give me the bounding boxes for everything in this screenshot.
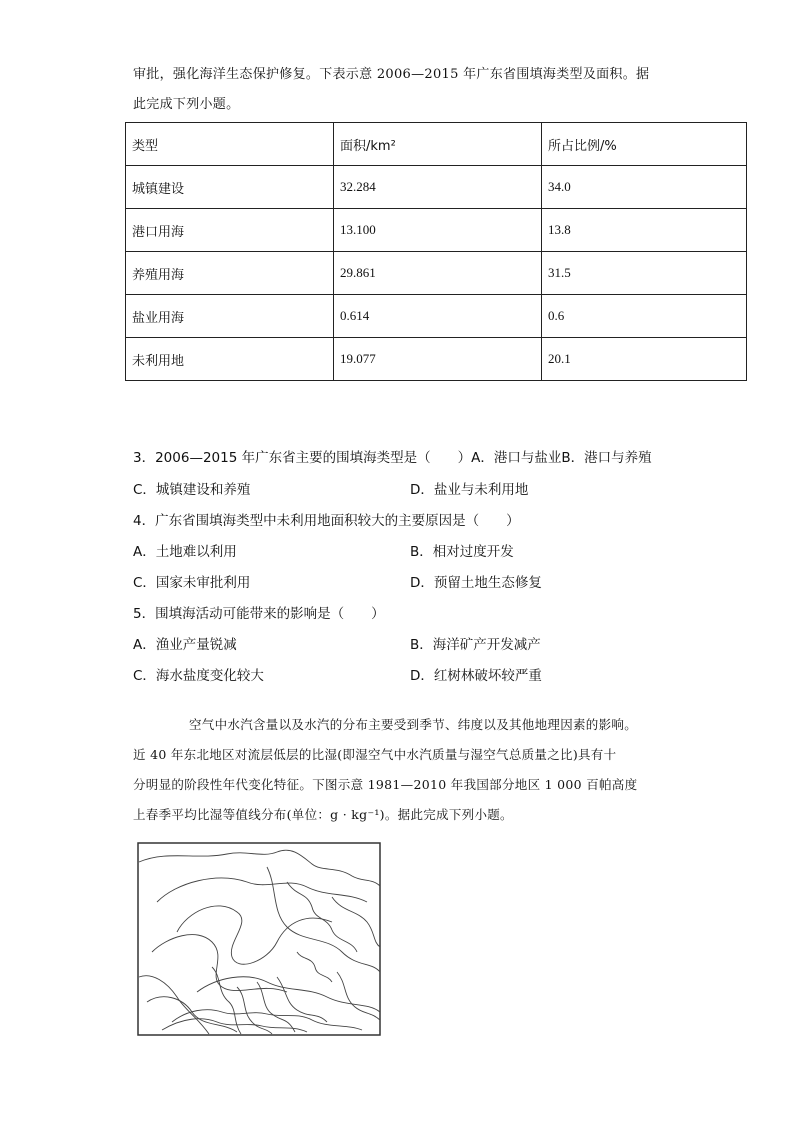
passage-2-line-4: 上春季平均比湿等值线分布(单位：g · kg⁻¹)。据此完成下列小题。 [133, 807, 513, 822]
table-row [126, 209, 747, 252]
passage-2 [133, 710, 663, 830]
question-5-stem: 5．围填海活动可能带来的影响是（ ） [133, 606, 385, 622]
intro-line-2: 此完成下列小题。 [133, 97, 240, 112]
question-4-option-d: D．预留土地生态修复 [410, 575, 542, 591]
question-3-option-c: C．城镇建设和养殖 [133, 482, 251, 498]
passage-2-line-2: 近 40 年东北地区对流层低层的比湿(即湿空气中水汽质量与湿空气总质量之比)具有十 [133, 747, 617, 762]
reclamation-table [125, 122, 747, 381]
cell-area: 13.100 [334, 209, 542, 252]
cell-area: 0.614 [334, 295, 542, 338]
table-header-row [126, 123, 747, 166]
header-type: 类型 [126, 123, 334, 166]
cell-type: 港口用海 [126, 209, 334, 252]
question-5-option-c: C．海水盐度变化较大 [133, 668, 264, 684]
table-row [126, 166, 747, 209]
question-4-option-c: C．国家未审批利用 [133, 575, 251, 591]
intro-paragraph [133, 60, 663, 120]
cell-type: 未利用地 [126, 338, 334, 381]
header-area: 面积/km² [334, 123, 542, 166]
question-3-option-d: D．盐业与未利用地 [410, 482, 529, 498]
humidity-contour-map [137, 842, 381, 1036]
cell-type: 养殖用海 [126, 252, 334, 295]
question-4-option-b: B．相对过度开发 [410, 544, 514, 560]
cell-area: 29.861 [334, 252, 542, 295]
question-4-option-a: A．土地难以利用 [133, 544, 237, 560]
question-5-option-d: D．红树林破坏较严重 [410, 668, 542, 684]
question-3-stem: 3．2006—2015 年广东省主要的围填海类型是（ ）A．港口与盐业B．港口与养殖 [133, 450, 652, 466]
table-row [126, 295, 747, 338]
cell-area: 19.077 [334, 338, 542, 381]
question-4-stem: 4．广东省围填海类型中未利用地面积较大的主要原因是（ ） [133, 513, 520, 529]
passage-2-line-1: 空气中水汽含量以及水汽的分布主要受到季节、纬度以及其他地理因素的影响。 [189, 717, 638, 732]
cell-percent: 31.5 [542, 252, 747, 295]
cell-type: 城镇建设 [126, 166, 334, 209]
table-row [126, 338, 747, 381]
cell-percent: 0.6 [542, 295, 747, 338]
question-5-option-b: B．海洋矿产开发减产 [410, 637, 541, 653]
passage-2-line-3: 分明显的阶段性年代变化特征。下图示意 1981—2010 年我国部分地区 1 000 百帕高度 [133, 777, 638, 792]
cell-type: 盐业用海 [126, 295, 334, 338]
header-percent: 所占比例/% [542, 123, 747, 166]
intro-line-1: 审批，强化海洋生态保护修复。下表示意 2006—2015 年广东省围填海类型及面积。据 [133, 67, 650, 82]
cell-percent: 34.0 [542, 166, 747, 209]
cell-percent: 20.1 [542, 338, 747, 381]
question-5-option-a: A．渔业产量锐减 [133, 637, 237, 653]
table-row [126, 252, 747, 295]
cell-percent: 13.8 [542, 209, 747, 252]
cell-area: 32.284 [334, 166, 542, 209]
